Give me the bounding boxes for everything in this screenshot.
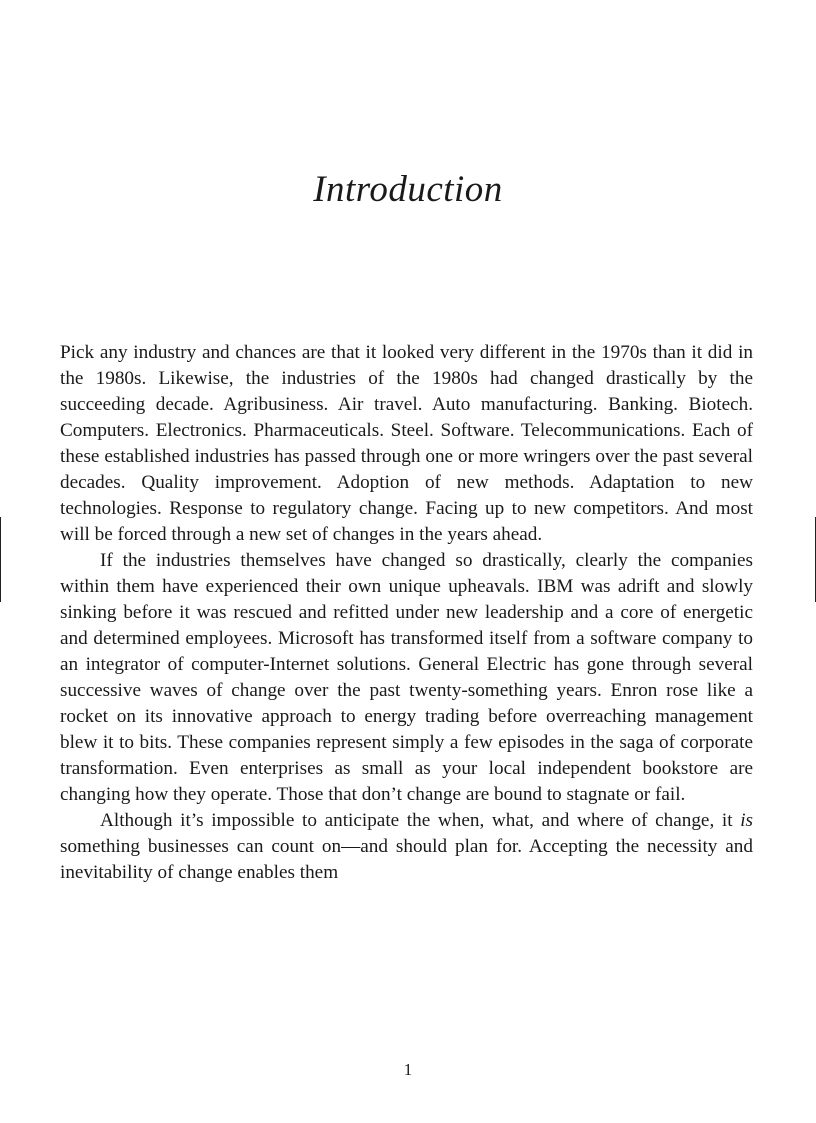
paragraph: Pick any industry and chances are that it looked very different in the 1970s than it did in the 1980s. Likewise, the industries of the 1980s had changed drastically by the succeeding decade. Agribusiness. Air travel. Auto manufacturing. Banking. Biotech. Computers. Electronics. Pharmaceuticals. Steel. Software. Telecommunications. Each of these established industries has passed through one or more wringers over the past several decades. Quality improvement. Adoption of new methods. Adaptation to new technologies. Response to regulatory change. Facing up to new competitors. And most will be forced through a new set of changes in the years ahead. [60,342,753,545]
emphasis-text: is [740,810,753,831]
paragraph-text: something businesses can count on—and should plan for. Accepting the necessity and inevitability of change enables them [60,836,753,883]
page-edge-mark-left [0,517,1,602]
paragraph: If the industries themselves have changed so drastically, clearly the companies within them have experienced their own unique upheavals. IBM was adrift and slowly sinking before it was rescued and refitted under new leadership and a core of energetic and determined employees. Microsoft has transformed itself from a software company to an integrator of computer-Internet solutions. General Electric has gone through several successive waves of change over the past twenty-something years. Enron rose like a rocket on its innovative approach to energy trading before overreaching management blew it to bits. These companies represent simply a few episodes in the saga of corporate transformation. Even enterprises as small as your local independent bookstore are changing how they operate. Those that don’t change are bound to stagnate or fail. [60,550,753,805]
page-number: 1 [403,1060,413,1079]
body-text [60,340,753,886]
chapter-title: Introduction [313,169,503,210]
paragraph [60,808,753,886]
paragraph-text: Although it’s impossible to anticipate the when, what, and where of change, it [100,810,741,831]
